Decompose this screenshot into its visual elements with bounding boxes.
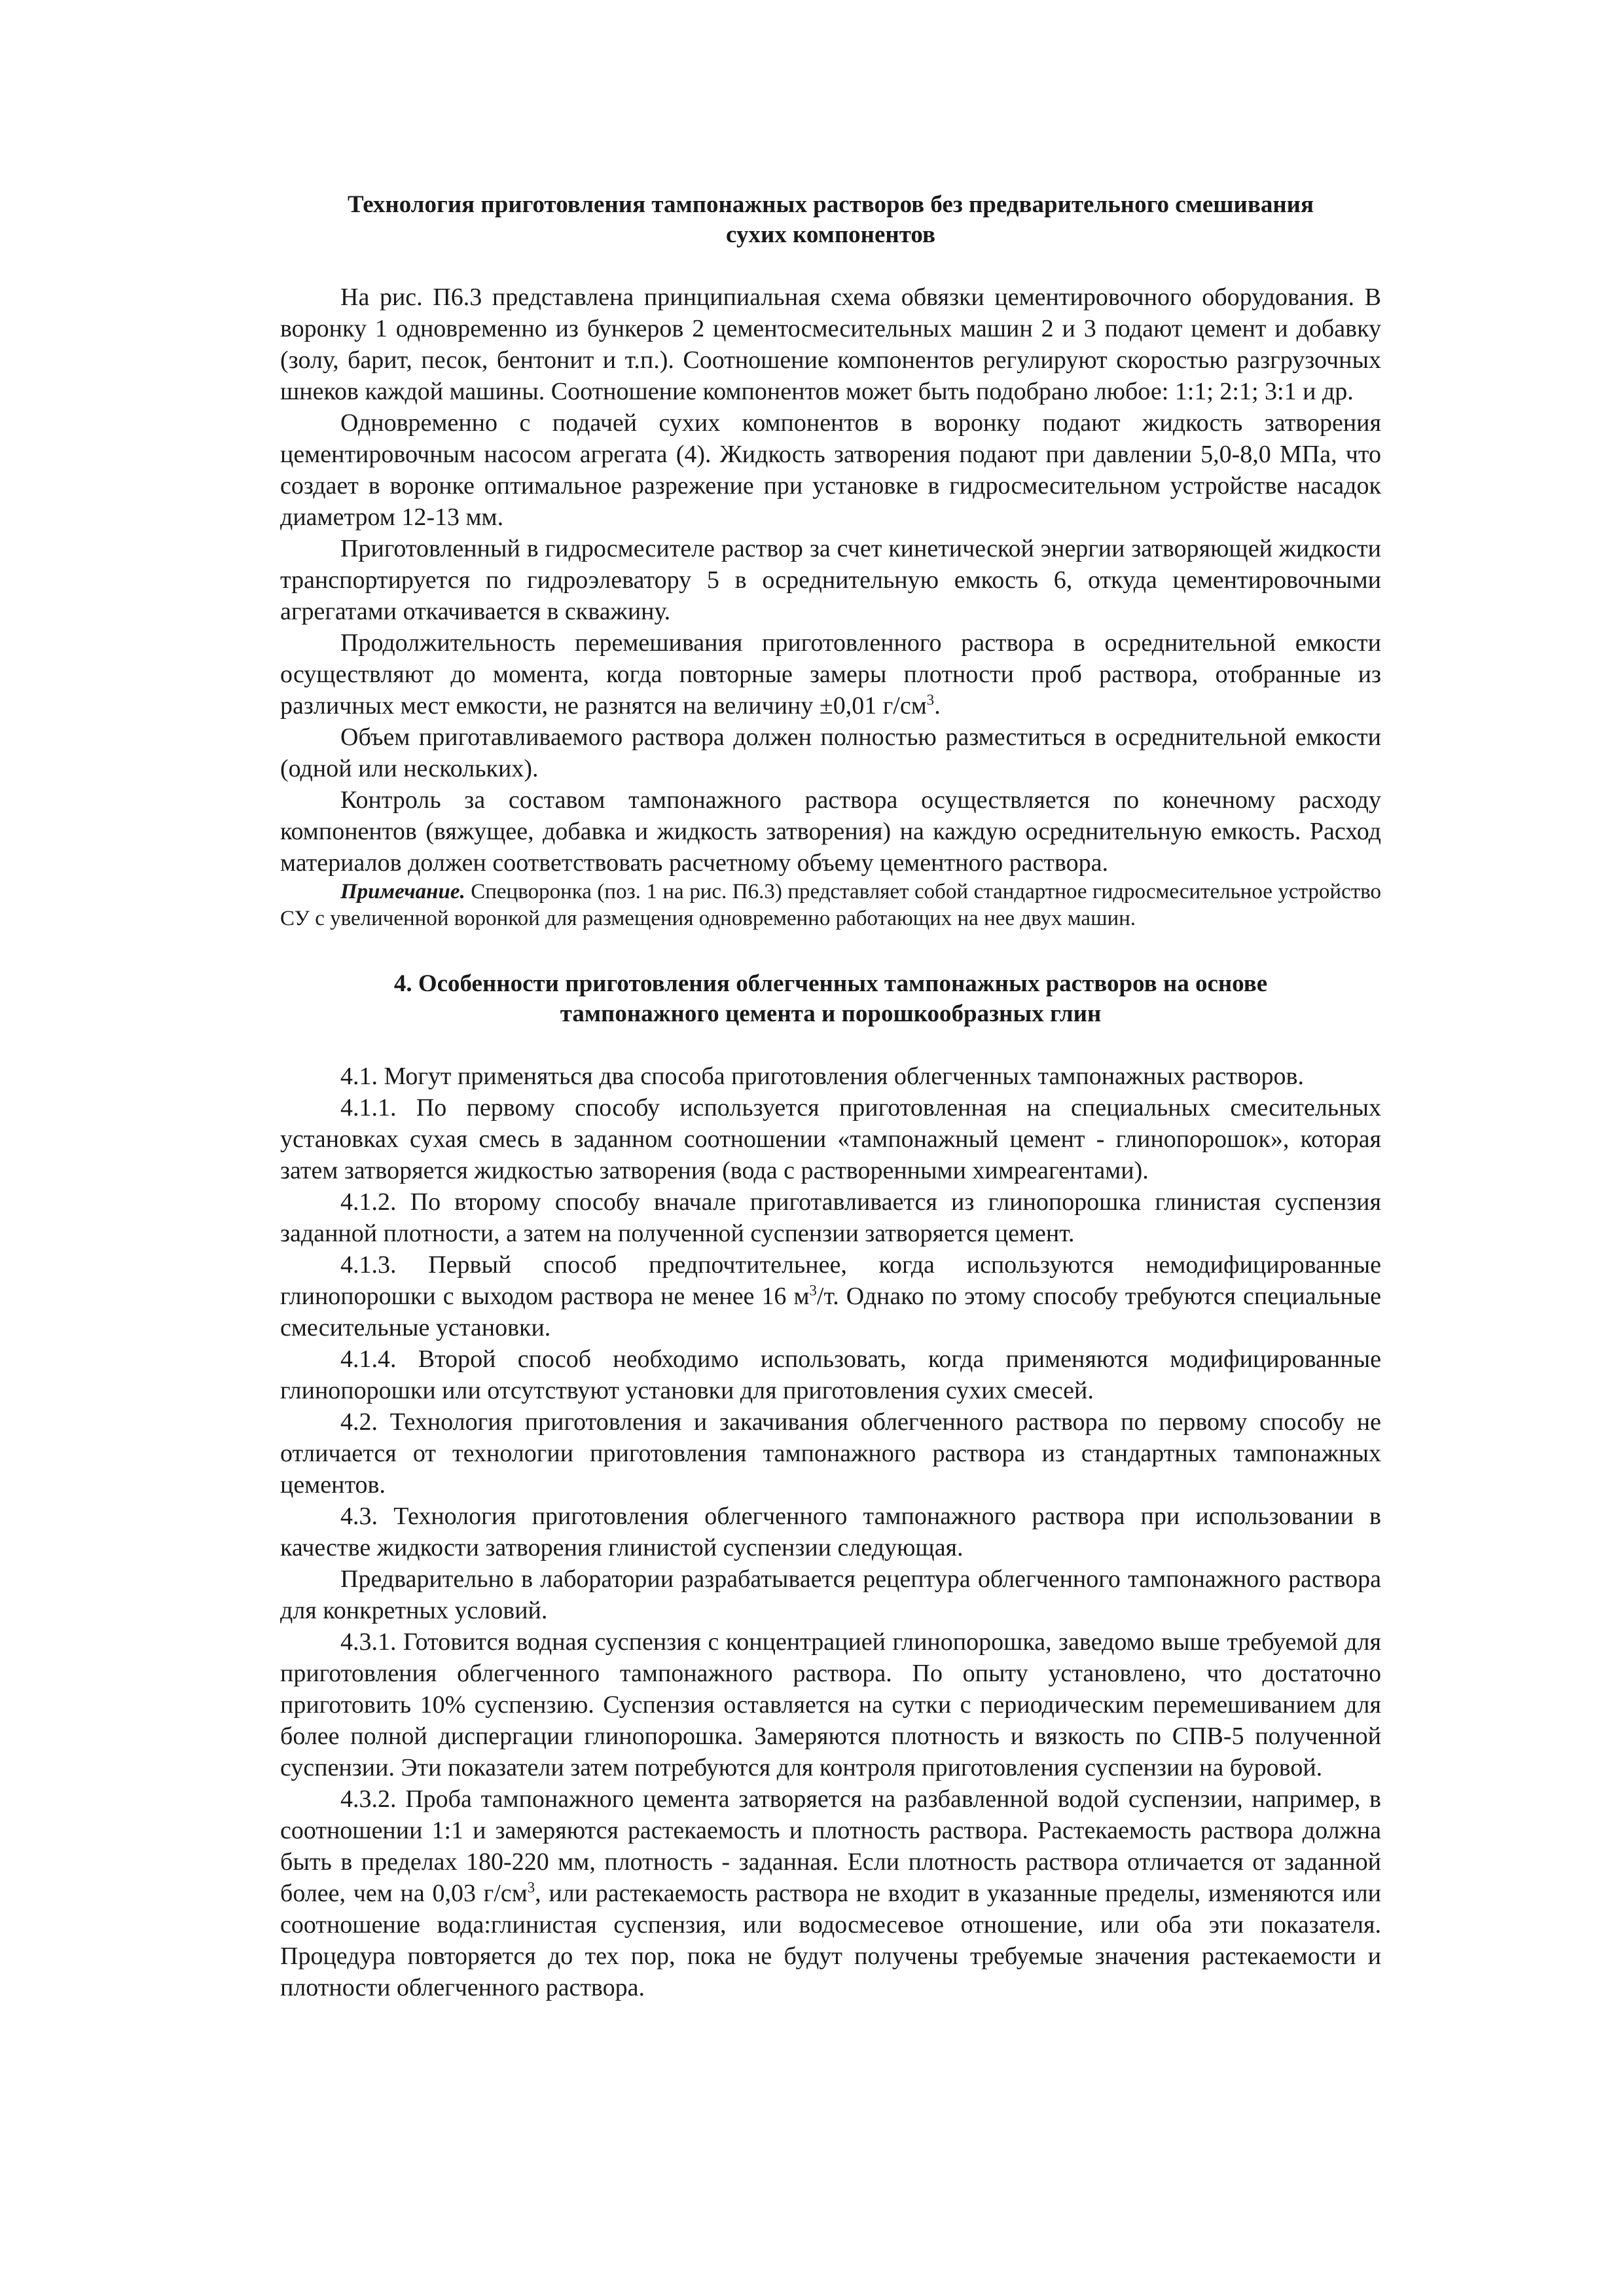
paragraph: 4.3.1. Готовится водная суспензия с концентрацией глинопорошка, заведомо выше требуемой для приготовления облегченного тампонажного раствора. По опыту установлено, что достаточно приготовить 10% суспензию. Суспензия оставляется на сутки с периодическим перемешиванием для более полной диспергации глинопорошка. Замеряются плотность и вязкость по СПВ-5 полученной суспензии. Эти показатели затем потребуются для контроля приготовления суспензии на буровой. bbox=[280, 1628, 1381, 1781]
paragraph-text: /т. Однако по этому способу требуются специальные смесительные установки. bbox=[280, 1283, 1381, 1341]
section-4-title-line-2: тампонажного цемента и порошкообразных глин bbox=[560, 1000, 1102, 1027]
superscript: 3 bbox=[809, 1282, 817, 1299]
section-4-title-line-1: 4. Особенности приготовления облегченных тампонажных растворов на основе bbox=[393, 970, 1268, 997]
paragraph bbox=[280, 1249, 1381, 1343]
section-1-title-line-1: Технология приготовления тампонажных растворов без предварительного смешивания bbox=[347, 191, 1314, 218]
paragraph-text: 4.1.3. Первый способ предпочтительнее, когда используются немодифицированные глинопорошки с выходом раствора не менее 16 м bbox=[280, 1251, 1381, 1310]
paragraph: Одновременно с подачей сухих компонентов в воронку подают жидкость затворения цементировочным насосом агрегата (4). Жидкость затворения подают при давлении 5,0-8,0 МПа, что создает в воронке оптимальное разрежение при установке в гидросмесительном устройстве насадок диаметром 12-13 мм. bbox=[280, 409, 1381, 531]
paragraph: 4.1.2. По второму способу вначале приготавливается из глинопорошка глинистая суспензия заданной плотности, а затем на полученной суспензии затворяется цемент. bbox=[280, 1188, 1381, 1247]
document-page bbox=[280, 190, 1381, 2003]
paragraph-text: Продолжительность перемешивания приготовленного раствора в осреднительной емкости осуществляют до момента, когда повторные замеры плотности проб раствора, отобранные из различных мест емкости, не разнятся на величину ±0,01 г/см bbox=[280, 629, 1381, 720]
paragraph: Приготовленный в гидросмесителе раствор за счет кинетической энергии затворяющей жидкости транспортируется по гидроэлеватору 5 в осреднительную емкость 6, откуда цементировочными агрегатами откачивается в скважину. bbox=[280, 535, 1381, 625]
paragraph-text: 4.3.2. Проба тампонажного цемента затворяется на разбавленной водой суспензии, например, в соотношении 1:1 и замеряются растекаемость и плотность раствора. Растекаемость раствора должна быть в пределах 180-220 мм, плотность - заданная. Если плотность раствора отличается от заданной более, чем на 0,03 г/см bbox=[280, 1785, 1381, 1907]
paragraph bbox=[280, 1783, 1381, 2003]
superscript: 3 bbox=[527, 1879, 535, 1896]
paragraph: Объем приготавливаемого раствора должен полностью разместиться в осреднительной емкости (одной или нескольких). bbox=[280, 723, 1381, 782]
paragraph: 4.3. Технология приготовления облегченного тампонажного раствора при использовании в качестве жидкости затворения глинистой суспензии следующая. bbox=[280, 1503, 1381, 1561]
section-1-title-line-2: сухих компонентов bbox=[726, 221, 935, 248]
paragraph: 4.1.1. По первому способу используется приготовленная на специальных смесительных установках сухая смесь в заданном соотношении «тампонажный цемент - глинопорошок», которая затем затворяется жидкостью затворения (вода с растворенными химреагентами). bbox=[280, 1094, 1381, 1184]
section-1-title bbox=[280, 190, 1381, 250]
paragraph: На рис. П6.3 представлена принципиальная схема обвязки цементировочного оборудования. В воронку 1 одновременно из бункеров 2 цементосмесительных машин 2 и 3 подают цемент и добавку (золу, барит, песок, бентонит и т.п.). Соотношение компонентов регулируют скоростью разгрузочных шнеков каждой машины. Соотношение компонентов может быть подобрано любое: 1:1; 2:1; 3:1 и др. bbox=[280, 283, 1381, 405]
note-label: Примечание. bbox=[340, 880, 465, 903]
superscript: 3 bbox=[926, 691, 935, 708]
paragraph: 4.2. Технология приготовления и закачивания облегченного раствора по первому способу не отличается от технологии приготовления тампонажного раствора из стандартных тампонажных цементов. bbox=[280, 1408, 1381, 1499]
paragraph: Предварительно в лаборатории разрабатывается рецептура облегченного тампонажного раствора для конкретных условий. bbox=[280, 1565, 1381, 1624]
paragraph: 4.1.4. Второй способ необходимо использовать, когда применяются модифицированные глинопорошки или отсутствуют установки для приготовления сухих смесей. bbox=[280, 1345, 1381, 1404]
note-text: Спецворонка (поз. 1 на рис. П6.3) представляет собой стандартное гидросмесительное устройство СУ с увеличенной воронкой для размещения одновременно работающих на нее двух машин. bbox=[280, 880, 1381, 930]
paragraph bbox=[280, 627, 1381, 721]
paragraph: 4.1. Могут применяться два способа приготовления облегченных тампонажных растворов. bbox=[340, 1063, 1304, 1090]
section-4-title bbox=[280, 969, 1381, 1029]
note bbox=[280, 879, 1381, 932]
paragraph-text: . bbox=[934, 692, 941, 720]
paragraph: Контроль за составом тампонажного раствора осуществляется по конечному расходу компонентов (вяжущее, добавка и жидкость затворения) на каждую осреднительную емкость. Расход материалов должен соответствовать расчетному объему цементного раствора. bbox=[280, 786, 1381, 877]
paragraph-text: , или растекаемость раствора не входит в указанные пределы, изменяются или соотношение вода:глинистая суспензия, или водосмесевое отношение, или оба эти показателя. Процедура повторяется до тех пор, пока не будут получены требуемые значения растекаемости и плотности облегченного раствора. bbox=[280, 1880, 1381, 2001]
